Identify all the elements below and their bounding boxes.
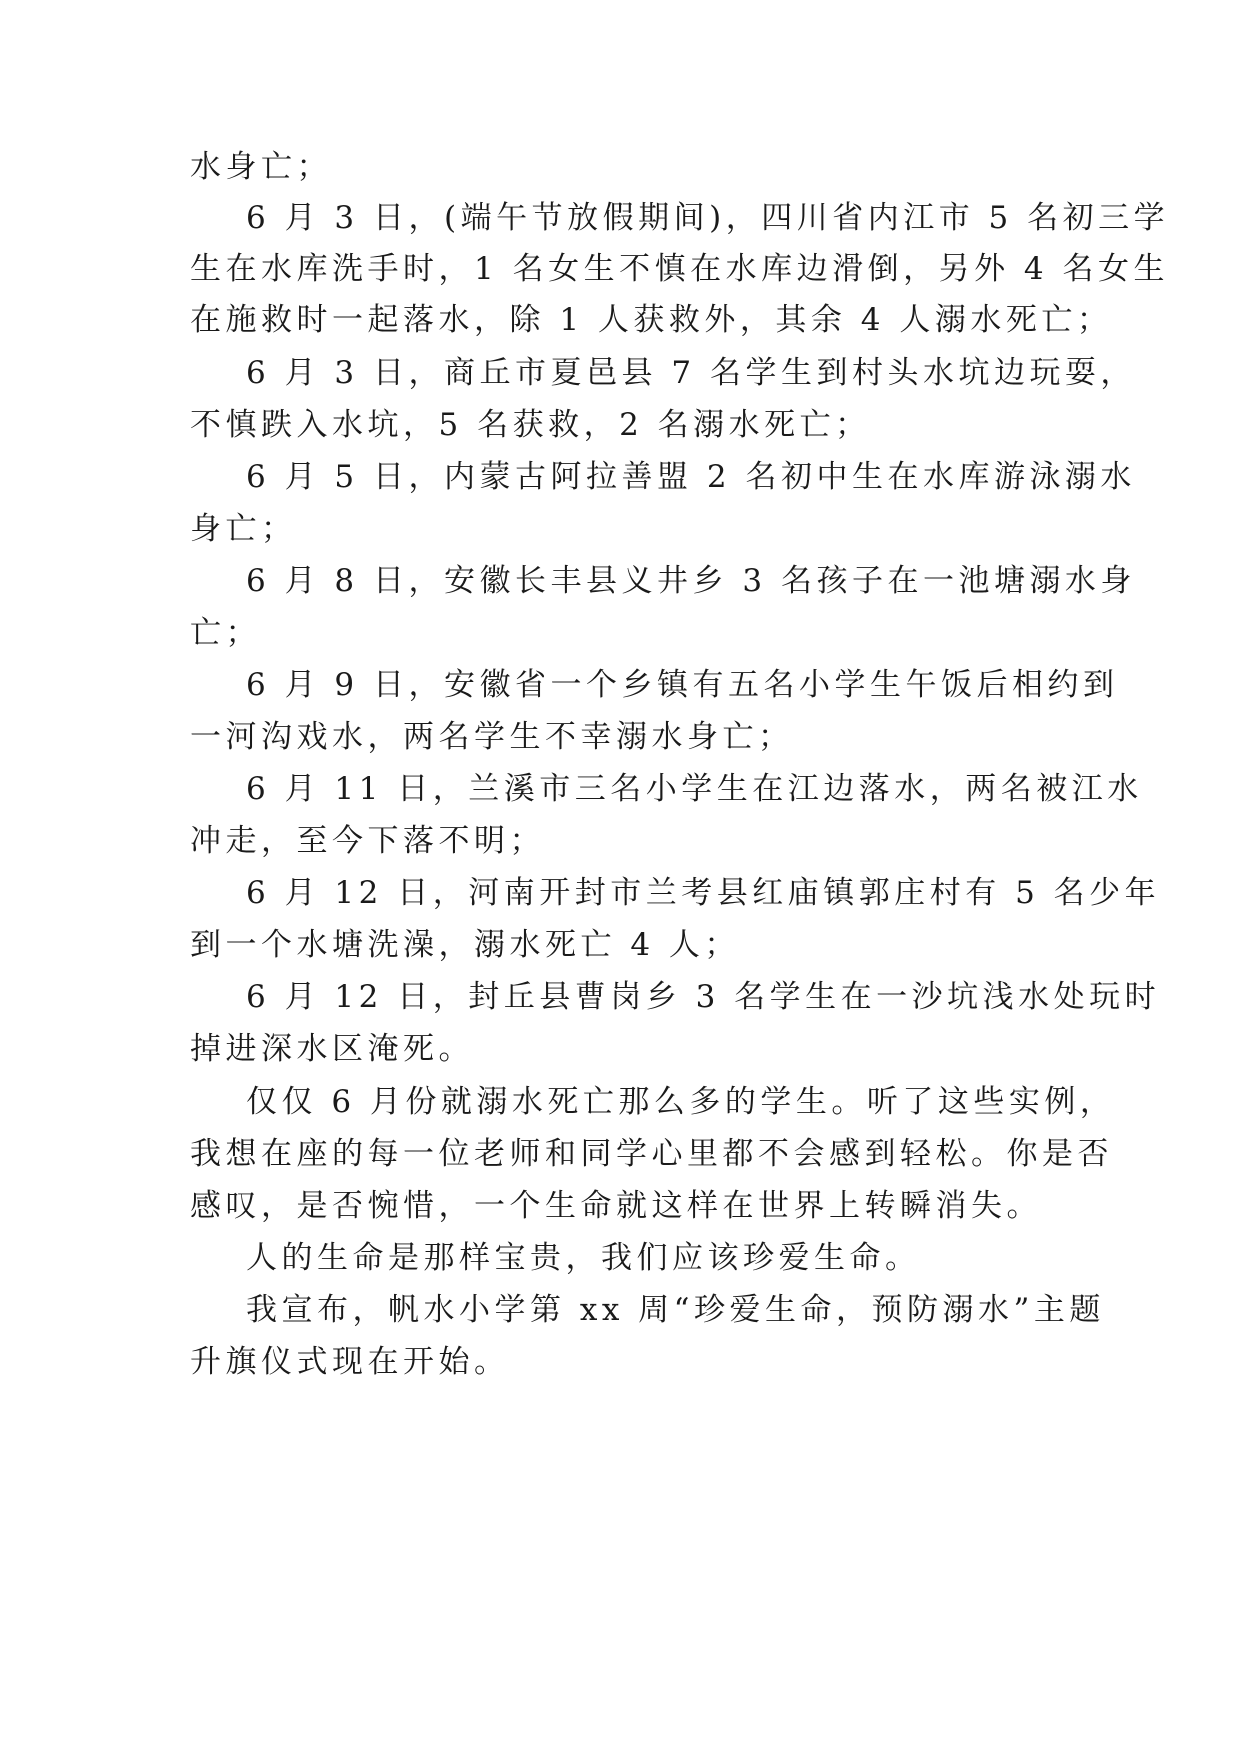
text-line: 6 月 9 日，安徽省一个乡镇有五名小学生午饭后相约到	[246, 667, 1119, 703]
text-line: 生在水库洗手时，1 名女生不慎在水库边滑倒，另外 4 名女生	[190, 251, 1170, 287]
text-line: 亡；	[190, 615, 261, 651]
text-line: 6 月 11 日，兰溪市三名小学生在江边落水，两名被江水	[246, 771, 1143, 807]
text-line: 我想在座的每一位老师和同学心里都不会感到轻松。你是否	[190, 1136, 1113, 1172]
text-line: 掉进深水区淹死。	[190, 1031, 474, 1067]
text-line: 冲走，至今下落不明；	[190, 823, 545, 859]
text-line: 6 月 12 日，封丘县曹岗乡 3 名学生在一沙坑浅水处玩时	[246, 979, 1161, 1015]
text-line: 6 月 8 日，安徽长丰县义井乡 3 名孩子在一池塘溺水身	[246, 563, 1136, 599]
text-line: 6 月 3 日，商丘市夏邑县 7 名学生到村头水坑边玩耍，	[246, 355, 1136, 391]
text-line: 一河沟戏水，两名学生不幸溺水身亡；	[190, 719, 794, 755]
text-line: 仅仅 6 月份就溺水死亡那么多的学生。听了这些实例，	[246, 1084, 1116, 1120]
text-line: 到一个水塘洗澡，溺水死亡 4 人；	[190, 927, 740, 963]
text-line: 感叹，是否惋惜，一个生命就这样在世界上转瞬消失。	[190, 1188, 1042, 1224]
text-line: 人的生命是那样宝贵，我们应该珍爱生命。	[246, 1240, 921, 1276]
text-line: 我宣布，帆水小学第 xx 周“珍爱生命，预防溺水”主题	[246, 1292, 1105, 1328]
text-line: 水身亡；	[190, 149, 332, 185]
text-line: 6 月 3 日，(端午节放假期间)，四川省内江市 5 名初三学	[246, 200, 1170, 236]
text-line: 身亡；	[190, 511, 297, 547]
text-line: 6 月 12 日，河南开封市兰考县红庙镇郭庄村有 5 名少年	[246, 875, 1161, 911]
text-line: 在施救时一起落水，除 1 人获救外，其余 4 人溺水死亡；	[190, 302, 1113, 338]
text-line: 升旗仪式现在开始。	[190, 1344, 510, 1380]
text-line: 6 月 5 日，内蒙古阿拉善盟 2 名初中生在水库游泳溺水	[246, 459, 1136, 495]
text-line: 不慎跌入水坑，5 名获救，2 名溺水死亡；	[190, 407, 871, 443]
